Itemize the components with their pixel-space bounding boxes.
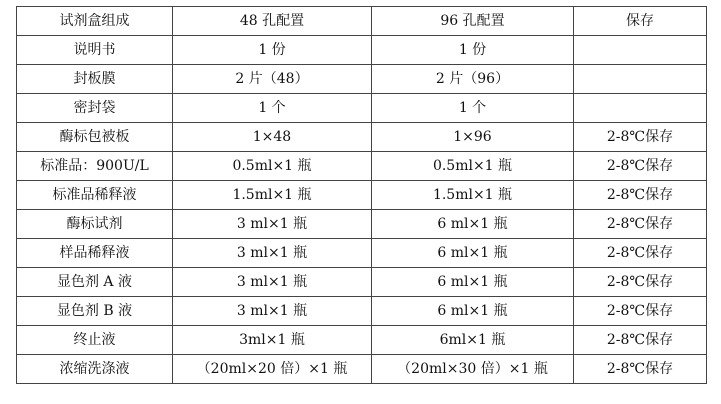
- table-row: [17, 94, 707, 123]
- cell-component: 显色剂 A 液: [17, 268, 173, 297]
- cell-storage: [574, 94, 707, 123]
- cell-96-well: 1 个: [372, 94, 574, 123]
- cell-component: 密封袋: [17, 94, 173, 123]
- cell-48-well: 3 ml×1 瓶: [173, 210, 372, 239]
- cell-storage: 2-8℃保存: [574, 210, 707, 239]
- cell-component: 显色剂 B 液: [17, 297, 173, 326]
- cell-48-well: 1×48: [173, 123, 372, 152]
- cell-storage: [574, 65, 707, 94]
- cell-96-well: 6ml×1 瓶: [372, 326, 574, 355]
- cell-48-well: 1 个: [173, 94, 372, 123]
- cell-48-well: 1 份: [173, 36, 372, 65]
- cell-storage: 2-8℃保存: [574, 181, 707, 210]
- cell-storage: 2-8℃保存: [574, 239, 707, 268]
- table-row: [17, 36, 707, 65]
- cell-component: 样品稀释液: [17, 239, 173, 268]
- cell-48-well: 3 ml×1 瓶: [173, 268, 372, 297]
- cell-storage: [574, 36, 707, 65]
- cell-storage: 2-8℃保存: [574, 268, 707, 297]
- header-48-well: 48 孔配置: [173, 7, 372, 36]
- cell-96-well: 6 ml×1 瓶: [372, 268, 574, 297]
- cell-component: 浓缩洗涤液: [17, 355, 173, 384]
- table-row: [17, 239, 707, 268]
- table-row: [17, 65, 707, 94]
- header-component: 试剂盒组成: [17, 7, 173, 36]
- table-row: [17, 210, 707, 239]
- cell-96-well: 1×96: [372, 123, 574, 152]
- table-row: [17, 297, 707, 326]
- table-header-row: [17, 7, 707, 36]
- table-row: [17, 326, 707, 355]
- table-row: [17, 152, 707, 181]
- cell-storage: 2-8℃保存: [574, 326, 707, 355]
- cell-component: 酶标包被板: [17, 123, 173, 152]
- cell-storage: 2-8℃保存: [574, 152, 707, 181]
- table-row: [17, 268, 707, 297]
- cell-96-well: 6 ml×1 瓶: [372, 239, 574, 268]
- cell-48-well: 3 ml×1 瓶: [173, 239, 372, 268]
- cell-96-well: 6 ml×1 瓶: [372, 210, 574, 239]
- cell-96-well: 6 ml×1 瓶: [372, 297, 574, 326]
- table-row: [17, 181, 707, 210]
- cell-96-well: 1 份: [372, 36, 574, 65]
- cell-component: 终止液: [17, 326, 173, 355]
- cell-component: 标准品：900U/L: [17, 152, 173, 181]
- kit-table-body: [17, 7, 707, 384]
- table-row: [17, 123, 707, 152]
- cell-96-well: 1.5ml×1 瓶: [372, 181, 574, 210]
- cell-component: 标准品稀释液: [17, 181, 173, 210]
- cell-48-well: 3 ml×1 瓶: [173, 297, 372, 326]
- cell-component: 封板膜: [17, 65, 173, 94]
- cell-96-well: （20ml×30 倍）×1 瓶: [372, 355, 574, 384]
- cell-storage: 2-8℃保存: [574, 297, 707, 326]
- table-row: [17, 355, 707, 384]
- cell-storage: 2-8℃保存: [574, 123, 707, 152]
- kit-components-table: [16, 6, 707, 384]
- cell-component: 酶标试剂: [17, 210, 173, 239]
- cell-component: 说明书: [17, 36, 173, 65]
- cell-48-well: （20ml×20 倍）×1 瓶: [173, 355, 372, 384]
- cell-96-well: 0.5ml×1 瓶: [372, 152, 574, 181]
- cell-48-well: 0.5ml×1 瓶: [173, 152, 372, 181]
- cell-storage: 2-8℃保存: [574, 355, 707, 384]
- header-96-well: 96 孔配置: [372, 7, 574, 36]
- cell-48-well: 1.5ml×1 瓶: [173, 181, 372, 210]
- cell-48-well: 2 片（48）: [173, 65, 372, 94]
- cell-96-well: 2 片（96）: [372, 65, 574, 94]
- header-storage: 保存: [574, 7, 707, 36]
- cell-48-well: 3ml×1 瓶: [173, 326, 372, 355]
